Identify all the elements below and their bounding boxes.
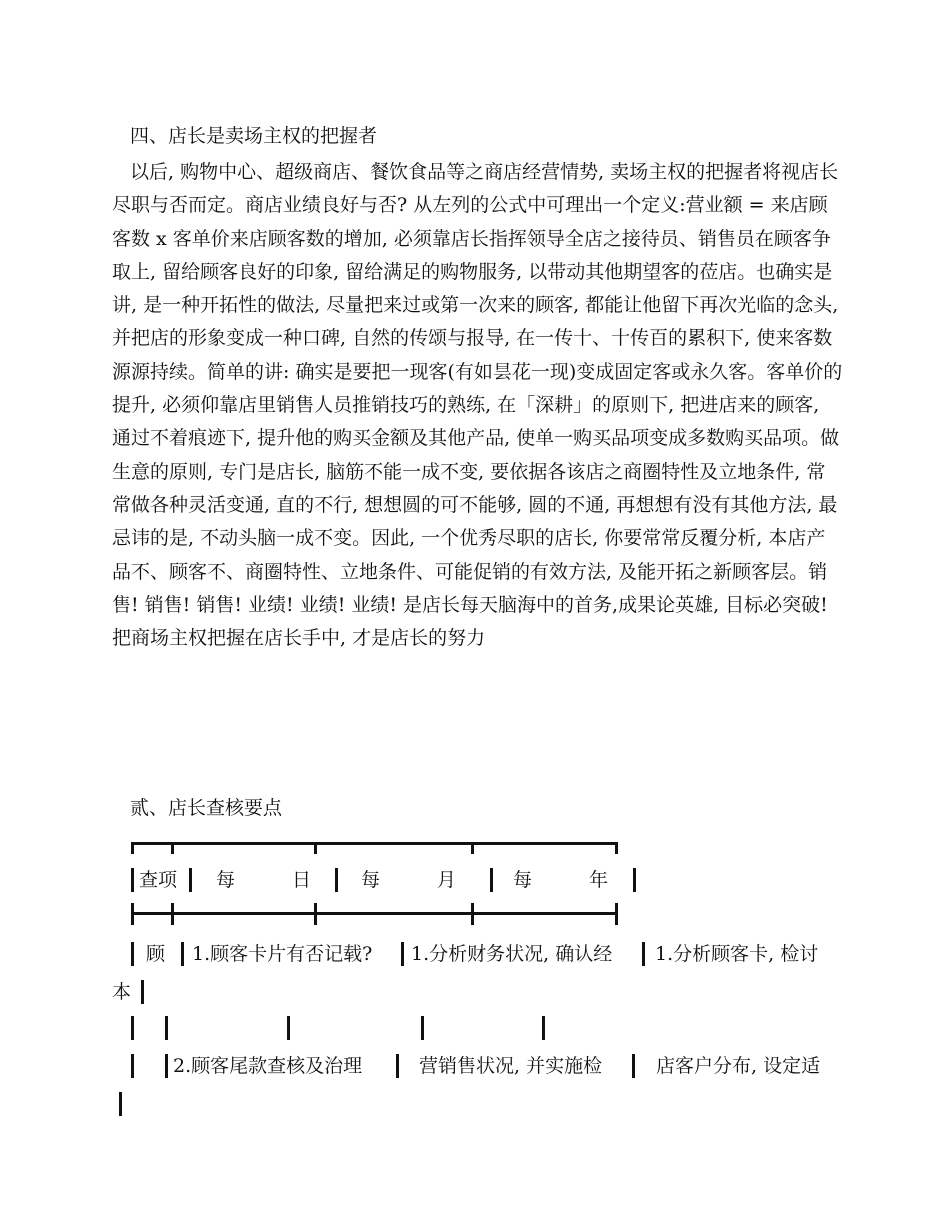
table-divider <box>131 868 134 892</box>
row1-item: 顾 <box>146 943 166 965</box>
header-daily: 每 日 <box>216 869 312 891</box>
table-divider <box>131 903 134 925</box>
table-divider <box>189 868 192 892</box>
table-middle-rule <box>131 912 618 915</box>
table-divider <box>314 903 317 925</box>
row1-monthly: 1.分析财务状况, 确认经 <box>411 943 613 965</box>
table-divider <box>471 903 474 925</box>
table-divider <box>490 868 493 892</box>
table-divider <box>119 1092 122 1116</box>
row2-yearly: 店客户分布, 设定适 <box>656 1055 821 1077</box>
row1-yearly: 1.分析顾客卡, 检讨 <box>655 943 819 965</box>
table-divider <box>471 842 474 854</box>
section4-heading: 四、店长是卖场主权的把握者 <box>130 125 378 147</box>
table-divider <box>632 1054 635 1078</box>
table-divider <box>314 842 317 854</box>
section2-heading: 贰、店长查核要点 <box>130 797 283 819</box>
table-divider <box>181 942 184 966</box>
table-divider <box>165 1054 168 1078</box>
table-divider <box>615 842 618 854</box>
header-item: 查项 <box>139 869 178 891</box>
table-divider <box>615 903 618 925</box>
table-divider <box>542 1016 545 1040</box>
row2-daily: 2.顾客尾款查核及治理 <box>173 1055 363 1077</box>
table-divider <box>171 842 174 854</box>
table-divider <box>335 868 338 892</box>
table-divider <box>165 1016 168 1040</box>
table-divider <box>396 1054 399 1078</box>
table-divider <box>642 942 645 966</box>
table-divider <box>171 903 174 925</box>
row1-tail: 本 <box>112 981 132 1003</box>
table-divider <box>131 1054 134 1078</box>
table-divider <box>131 1016 134 1040</box>
row2-monthly: 营销售状况, 并实施检 <box>419 1055 603 1077</box>
table-divider <box>421 1016 424 1040</box>
table-divider <box>141 980 144 1004</box>
table-divider <box>131 842 134 854</box>
table-divider <box>131 942 134 966</box>
table-divider <box>287 1016 290 1040</box>
row1-daily: 1.顾客卡片有否记载? <box>192 943 373 965</box>
header-yearly: 每 年 <box>513 869 609 891</box>
table-top-rule <box>131 842 618 845</box>
section4-paragraph: 以后, 购物中心、超级商店、餐饮食品等之商店经营情势, 卖场主权的把握者将视店长尽职与否而定。商店业绩良好与否? 从左列的公式中可理出一个定义:营业额 = 来店顾客数 x 客单价来店顾客数的增加, 必须靠店长指挥领导全店之接待员、销售员在顾客争取上, 留给顾客良好的印象, 留给满足的购物服务, 以带动其他期望客的莅店。也确实是讲, 是一种开拓性的做法, 尽量把来过或第一次来的顾客, 都能让他留下再次光临的念头, 并把店的形象变成一种口碑, 自然的传颂与报导, 在一传十、十传百的累积下, 使来客数源源持续。简单的讲: 确实是要把一现客(有如昙花一现)变成固定客或永久客。客单价的提升, 必须仰靠店里销售人员推销技巧的熟练, 在「深耕」的原则下, 把进店来的顾客, 通过不着痕迹下, 提升他的购买金额及其他产品, 使单一购买品项变成多数购买品项。做生意的原则, 专门是店长, 脑筋不能一成不变, 要依据各该店之商圈特性及立地条件, 常常做各种灵活变通, 直的不行, 想想圆的可不能够, 圆的不通, 再想想有没有其他方法, 最忌讳的是, 不动头脑一成不变。因此, 一个优秀尽职的店长, 你要常常反覆分析, 本店产品不、顾客不、商圈特性、立地条件、可能促销的有效方法, 及能开拓之新顾客层。销售! 销售! 销售! 业绩! 业绩! 业绩! 是店长每天脑海中的首务,成果论英雄, 目标必突破! 把商场主权把握在店长手中, 才是店长的努力 <box>112 161 843 650</box>
table-divider <box>633 868 636 892</box>
table-divider <box>401 942 404 966</box>
header-monthly: 每 月 <box>361 869 457 891</box>
